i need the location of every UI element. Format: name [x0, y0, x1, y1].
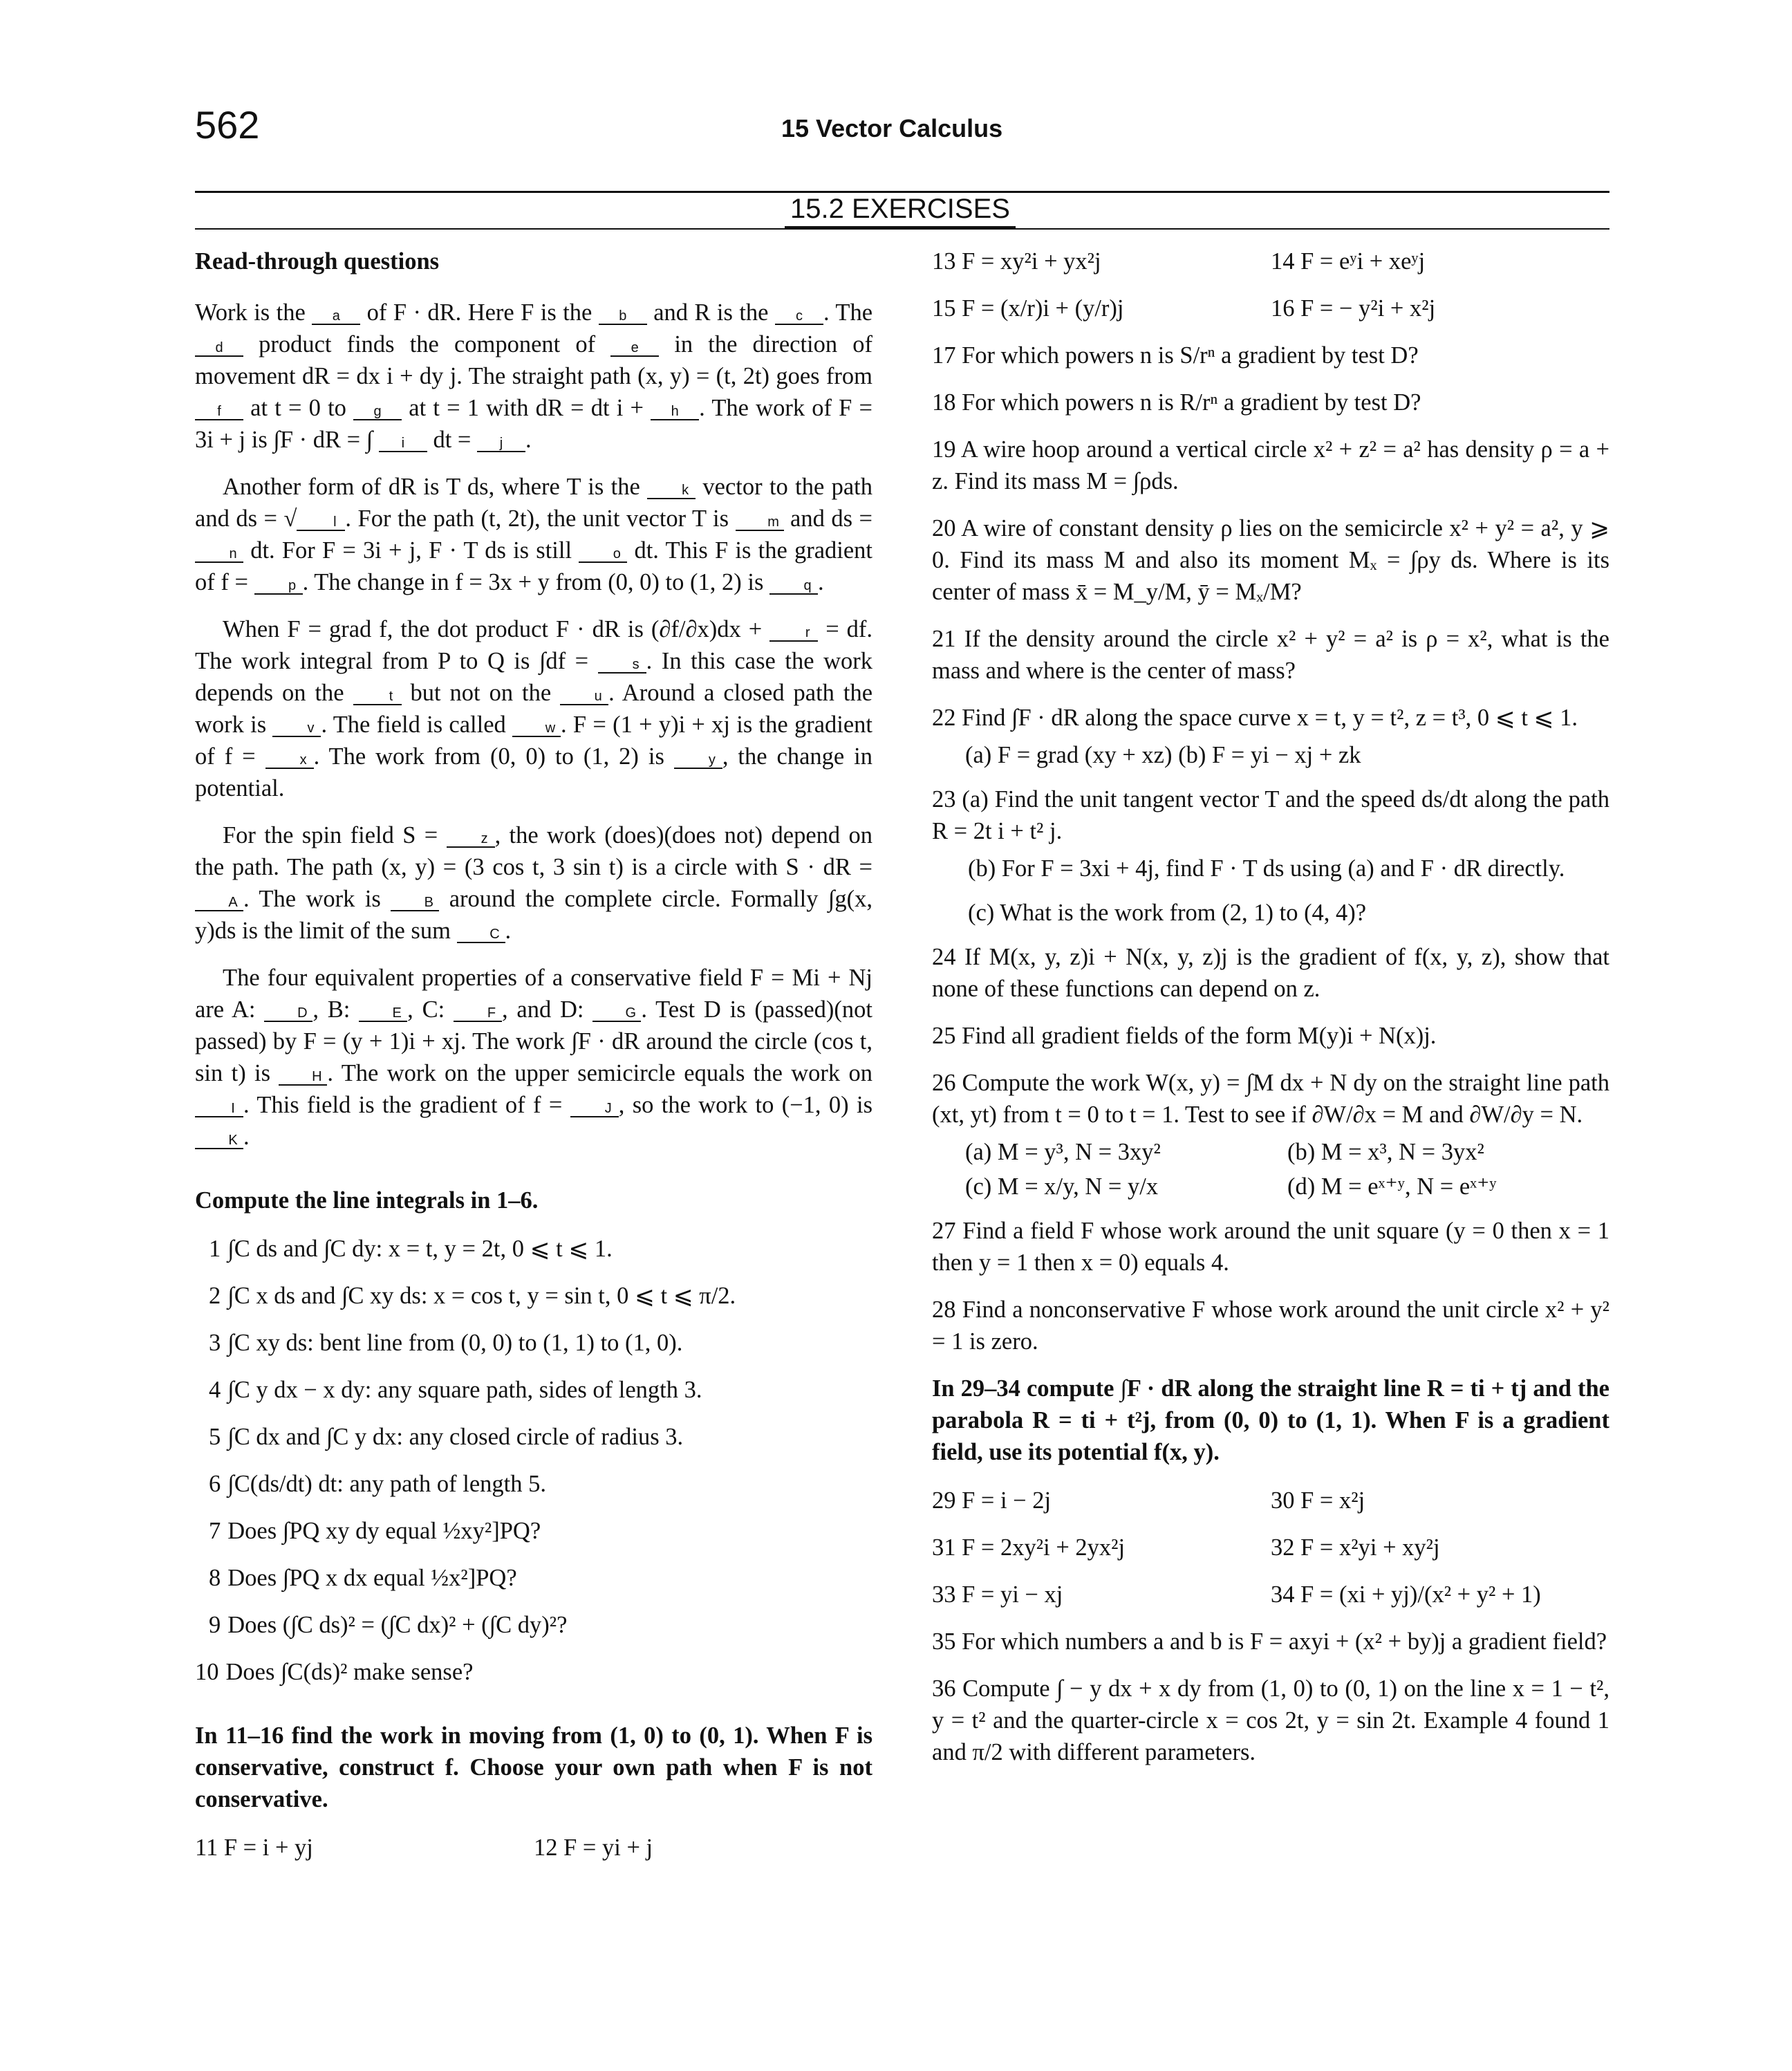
- question-text: around the complete circle. Formally ∫g(x, y)ds is the limit of the sum: [195, 886, 872, 944]
- answer-blank-k: k: [647, 483, 696, 499]
- answer-blank-t: t: [353, 689, 402, 705]
- exercise-row-11-12: [195, 1832, 872, 1864]
- answer-blank-z: z: [447, 831, 495, 848]
- question-text: . The work on the upper semicircle equals the work on: [327, 1060, 872, 1086]
- exercise-23-b: (b) For F = 3xi + 4j, find F · T ds using (a) and F · dR directly.: [968, 855, 1565, 882]
- exercise-row-31-32: [932, 1532, 1609, 1563]
- answer-blank-E: E: [359, 1005, 407, 1022]
- exercise-30: 30 F = x²j: [1271, 1487, 1365, 1514]
- question-text: .: [505, 918, 512, 944]
- answer-blank-v: v: [272, 721, 321, 737]
- question-text: , C:: [407, 996, 454, 1023]
- answer-blank-h: h: [651, 404, 699, 420]
- answer-blank-c: c: [775, 308, 823, 325]
- exercise-12: 12 F = yi + j: [534, 1835, 653, 1861]
- answer-blank-D: D: [264, 1005, 312, 1022]
- answer-blank-f: f: [195, 404, 243, 420]
- readthrough-heading: Read-through questions: [195, 248, 440, 275]
- exercise-item: 2 ∫C x ds and ∫C xy ds: x = cos t, y = sin t, 0 ⩽ t ⩽ π/2.: [209, 1283, 736, 1309]
- exercise-31: 31 F = 2xy²i + 2yx²j: [932, 1534, 1126, 1561]
- heading-29-34: In 29–34 compute ∫F · dR along the straight line R = ti + tj and the parabola R = ti + t²j, from (0, 0) to (1, 1). When F is a gradient field, use its potential f(x, y).: [932, 1375, 1609, 1465]
- readthrough-para-5: [195, 962, 872, 1153]
- exercise-row-33-34: [932, 1579, 1609, 1610]
- question-text: . The work of F = 3i + j is ∫F · dR = ∫: [195, 395, 872, 453]
- question-text: in the direction of movement dR = dx i + dy j. The straight path (x, y) = (t, 2t) goes from: [195, 331, 872, 389]
- left-column: [195, 245, 872, 1879]
- question-text: product finds the component of: [243, 331, 611, 357]
- exercise-26-d: (d) M = eˣ⁺ʸ, N = eˣ⁺ʸ: [1287, 1173, 1497, 1200]
- exercise-13: 13 F = xy²i + yx²j: [932, 248, 1101, 275]
- exercise-row-13-14: [932, 245, 1609, 277]
- exercise-28: 28 Find a nonconservative F whose work around the unit circle x² + y² = 1 is zero.: [932, 1297, 1609, 1355]
- answer-blank-n: n: [195, 546, 243, 563]
- question-text: Work is the: [195, 299, 312, 326]
- section-rule: [195, 228, 1609, 230]
- answer-blank-l: l: [297, 514, 345, 531]
- exercise-17: 17 For which powers n is S/rⁿ a gradient by test D?: [932, 342, 1419, 369]
- question-text: . F = (1 + y)i + xj is the gradient of f =: [195, 712, 872, 770]
- answer-blank-x: x: [265, 752, 314, 769]
- question-text: For the spin field S =: [223, 822, 447, 848]
- exercise-26-row-ab: [932, 1136, 1609, 1168]
- answer-blank-e: e: [610, 340, 659, 357]
- readthrough-para-3: [195, 613, 872, 804]
- page-number: 562: [195, 103, 260, 147]
- question-text: . The field is called: [321, 712, 513, 738]
- question-text: dt. This F is the gradient of f =: [195, 537, 872, 595]
- exercise-item: 5 ∫C dx and ∫C y dx: any closed circle of radius 3.: [209, 1424, 684, 1450]
- exercise-26-a: (a) M = y³, N = 3xy²: [965, 1139, 1161, 1165]
- compute-heading: Compute the line integrals in 1–6.: [195, 1187, 539, 1214]
- exercise-item: 10 Does ∫C(ds)² make sense?: [195, 1659, 474, 1685]
- section-title: 15.2 EXERCISES: [785, 194, 1016, 228]
- readthrough-para-2: [195, 471, 872, 598]
- answer-blank-A: A: [195, 895, 243, 911]
- exercise-35: 35 For which numbers a and b is F = axyi + (x² + by)j a gradient field?: [932, 1628, 1607, 1655]
- question-text: . For the path (t, 2t), the unit vector T is: [345, 505, 736, 532]
- answer-blank-j: j: [477, 436, 525, 452]
- header-rule: [195, 191, 1609, 193]
- question-text: and ds =: [783, 505, 872, 532]
- question-text: but not on the: [401, 680, 561, 706]
- answer-blank-B: B: [391, 895, 439, 911]
- answer-blank-r: r: [769, 625, 818, 642]
- question-text: . Around a closed path the work is: [195, 680, 873, 738]
- readthrough-para-4: [195, 819, 872, 947]
- answer-blank-w: w: [512, 721, 561, 737]
- question-text: . This field is the gradient of f =: [243, 1092, 570, 1118]
- exercise-23-a: 23 (a) Find the unit tangent vector T and the speed ds/dt along the path R = 2t i + t² j.: [932, 786, 1609, 844]
- exercise-item: 3 ∫C xy ds: bent line from (0, 0) to (1, 1) to (1, 0).: [209, 1330, 683, 1356]
- question-text: dt. For F = 3i + j, F · T ds is still: [243, 537, 579, 564]
- answer-blank-b: b: [599, 308, 647, 325]
- question-text: Another form of dR is T ds, where T is the: [223, 474, 648, 500]
- answer-blank-q: q: [769, 578, 818, 595]
- exercise-item: 1 ∫C ds and ∫C dy: x = t, y = 2t, 0 ⩽ t ⩽ 1.: [209, 1236, 613, 1262]
- answer-blank-g: g: [353, 404, 402, 420]
- answer-blank-K: K: [195, 1133, 243, 1149]
- chapter-running-head: 15 Vector Calculus: [781, 114, 1003, 142]
- question-text: , the work (does)(does not) depend on the path. The path (x, y) = (3 cos t, 3 sin t) is a circle with S · dR =: [195, 822, 872, 880]
- question-text: When F = grad f, the dot product F · dR is (∂f/∂x)dx +: [223, 616, 770, 642]
- answer-blank-u: u: [560, 689, 608, 705]
- exercise-22-parts: (a) F = grad (xy + xz) (b) F = yi − xj + zk: [965, 742, 1361, 768]
- answer-blank-F: F: [454, 1005, 502, 1022]
- answer-blank-d: d: [195, 340, 243, 357]
- exercise-11: 11 F = i + yj: [195, 1835, 313, 1861]
- exercise-row-29-30: [932, 1485, 1609, 1516]
- exercise-23-c: (c) What is the work from (2, 1) to (4, 4)?: [968, 900, 1367, 926]
- question-text: .: [243, 1124, 250, 1150]
- exercise-33: 33 F = yi − xj: [932, 1581, 1063, 1608]
- readthrough-para-1: [195, 297, 872, 456]
- answer-blank-C: C: [457, 927, 505, 943]
- question-text: , so the work to (−1, 0) is: [618, 1092, 872, 1118]
- exercise-item: 7 Does ∫PQ xy dy equal ½xy²]PQ?: [209, 1518, 541, 1544]
- question-text: , the change in potential.: [195, 743, 873, 801]
- exercise-14: 14 F = eʸi + xeʸj: [1271, 248, 1426, 275]
- exercise-row-15-16: [932, 292, 1609, 324]
- exercise-24: 24 If M(x, y, z)i + N(x, y, z)j is the gradient of f(x, y, z), show that none of these functions can depend on z.: [932, 944, 1609, 1002]
- answer-blank-H: H: [279, 1069, 327, 1086]
- answer-blank-m: m: [736, 514, 784, 531]
- exercise-16: 16 F = − y²i + x²j: [1271, 295, 1436, 322]
- question-text: and R is the: [646, 299, 775, 326]
- answer-blank-p: p: [254, 578, 303, 595]
- exercise-21: 21 If the density around the circle x² + y² = a² is ρ = x², what is the mass and where is the center of mass?: [932, 626, 1609, 684]
- question-text: . Test D is (passed)(not passed) by F = (y + 1)i + xj. The work ∫F · dR around the circle (cos t, sin t) is: [195, 996, 872, 1086]
- answer-blank-y: y: [674, 752, 722, 769]
- answer-blank-o: o: [579, 546, 627, 563]
- question-text: at t = 0 to: [243, 395, 354, 421]
- exercise-19: 19 A wire hoop around a vertical circle x² + z² = a² has density ρ = a + z. Find its mass M = ∫ρds.: [932, 436, 1609, 494]
- question-text: , and D:: [501, 996, 593, 1023]
- exercise-25: 25 Find all gradient fields of the form M(y)i + N(x)j.: [932, 1023, 1437, 1049]
- exercise-26-b: (b) M = x³, N = 3yx²: [1287, 1139, 1484, 1165]
- exercise-22: 22 Find ∫F · dR along the space curve x = t, y = t², z = t³, 0 ⩽ t ⩽ 1.: [932, 705, 1578, 731]
- question-text: . The change in f = 3x + y from (0, 0) to (1, 2) is: [302, 569, 769, 595]
- answer-blank-a: a: [312, 308, 360, 325]
- question-text: . The: [823, 299, 873, 326]
- exercise-27: 27 Find a field F whose work around the unit square (y = 0 then x = 1 then y = 1 then x = 0) equals 4.: [932, 1218, 1609, 1276]
- answer-blank-J: J: [570, 1101, 619, 1117]
- question-text: . The work from (0, 0) to (1, 2) is: [313, 743, 674, 770]
- exercise-26: 26 Compute the work W(x, y) = ∫M dx + N dy on the straight line path (xt, yt) from t = 0 to t = 1. Test to see if ∂W/∂x = M and ∂W/∂y = N.: [932, 1070, 1609, 1128]
- answer-blank-i: i: [379, 436, 427, 452]
- exercise-36: 36 Compute ∫ − y dx + x dy from (1, 0) to (0, 1) on the line x = 1 − t², y = t² and the quarter-circle x = cos 2t, y = sin 2t. Example 4 found 1 and π/2 with different parameters.: [932, 1675, 1609, 1765]
- exercise-29: 29 F = i − 2j: [932, 1487, 1052, 1514]
- exercise-item: 4 ∫C y dx − x dy: any square path, sides of length 3.: [209, 1377, 702, 1403]
- question-text: .: [818, 569, 824, 595]
- answer-blank-s: s: [598, 657, 646, 674]
- exercise-list-1-10: [195, 1233, 872, 1688]
- question-text: .: [525, 427, 532, 453]
- exercise-18: 18 For which powers n is R/rⁿ a gradient by test D?: [932, 389, 1421, 416]
- exercise-item: 8 Does ∫PQ x dx equal ½x²]PQ?: [209, 1565, 517, 1591]
- question-text: of F · dR. Here F is the: [360, 299, 599, 326]
- exercise-26-c: (c) M = x/y, N = y/x: [965, 1173, 1159, 1200]
- answer-blank-G: G: [592, 1005, 641, 1022]
- question-text: = df. The work integral from P to Q is ∫df =: [195, 616, 873, 674]
- question-text: vector to the path and ds = √: [195, 474, 872, 532]
- exercise-15: 15 F = (x/r)i + (y/r)j: [932, 295, 1124, 322]
- question-text: dt =: [427, 427, 477, 453]
- exercise-26-row-cd: [932, 1171, 1609, 1202]
- exercise-item: 6 ∫C(ds/dt) dt: any path of length 5.: [209, 1471, 547, 1497]
- exercise-item: 9 Does (∫C ds)² = (∫C dx)² + (∫C dy)²?: [209, 1612, 568, 1638]
- exercise-32: 32 F = x²yi + xy²j: [1271, 1534, 1440, 1561]
- answer-blank-I: I: [195, 1101, 243, 1117]
- question-text: The four equivalent properties of a conservative field F = Mi + Nj are A:: [195, 965, 872, 1023]
- question-text: . In this case the work depends on the: [195, 648, 872, 706]
- question-text: . The work is: [243, 886, 391, 912]
- exercise-34: 34 F = (xi + yj)/(x² + y² + 1): [1271, 1581, 1541, 1608]
- exercise-20: 20 A wire of constant density ρ lies on the semicircle x² + y² = a², y ⩾ 0. Find its mass M and also its moment Mₓ = ∫ρy ds. Where is its center of mass x̄ = M_y/M, ȳ = Mₓ/M?: [932, 515, 1609, 605]
- question-text: , B:: [312, 996, 360, 1023]
- right-column: [932, 245, 1609, 1783]
- work-heading: In 11–16 find the work in moving from (1, 0) to (0, 1). When F is conservative, construct f. Choose your own path when F is not conservative.: [195, 1722, 872, 1812]
- question-text: at t = 1 with dR = dt i +: [402, 395, 651, 421]
